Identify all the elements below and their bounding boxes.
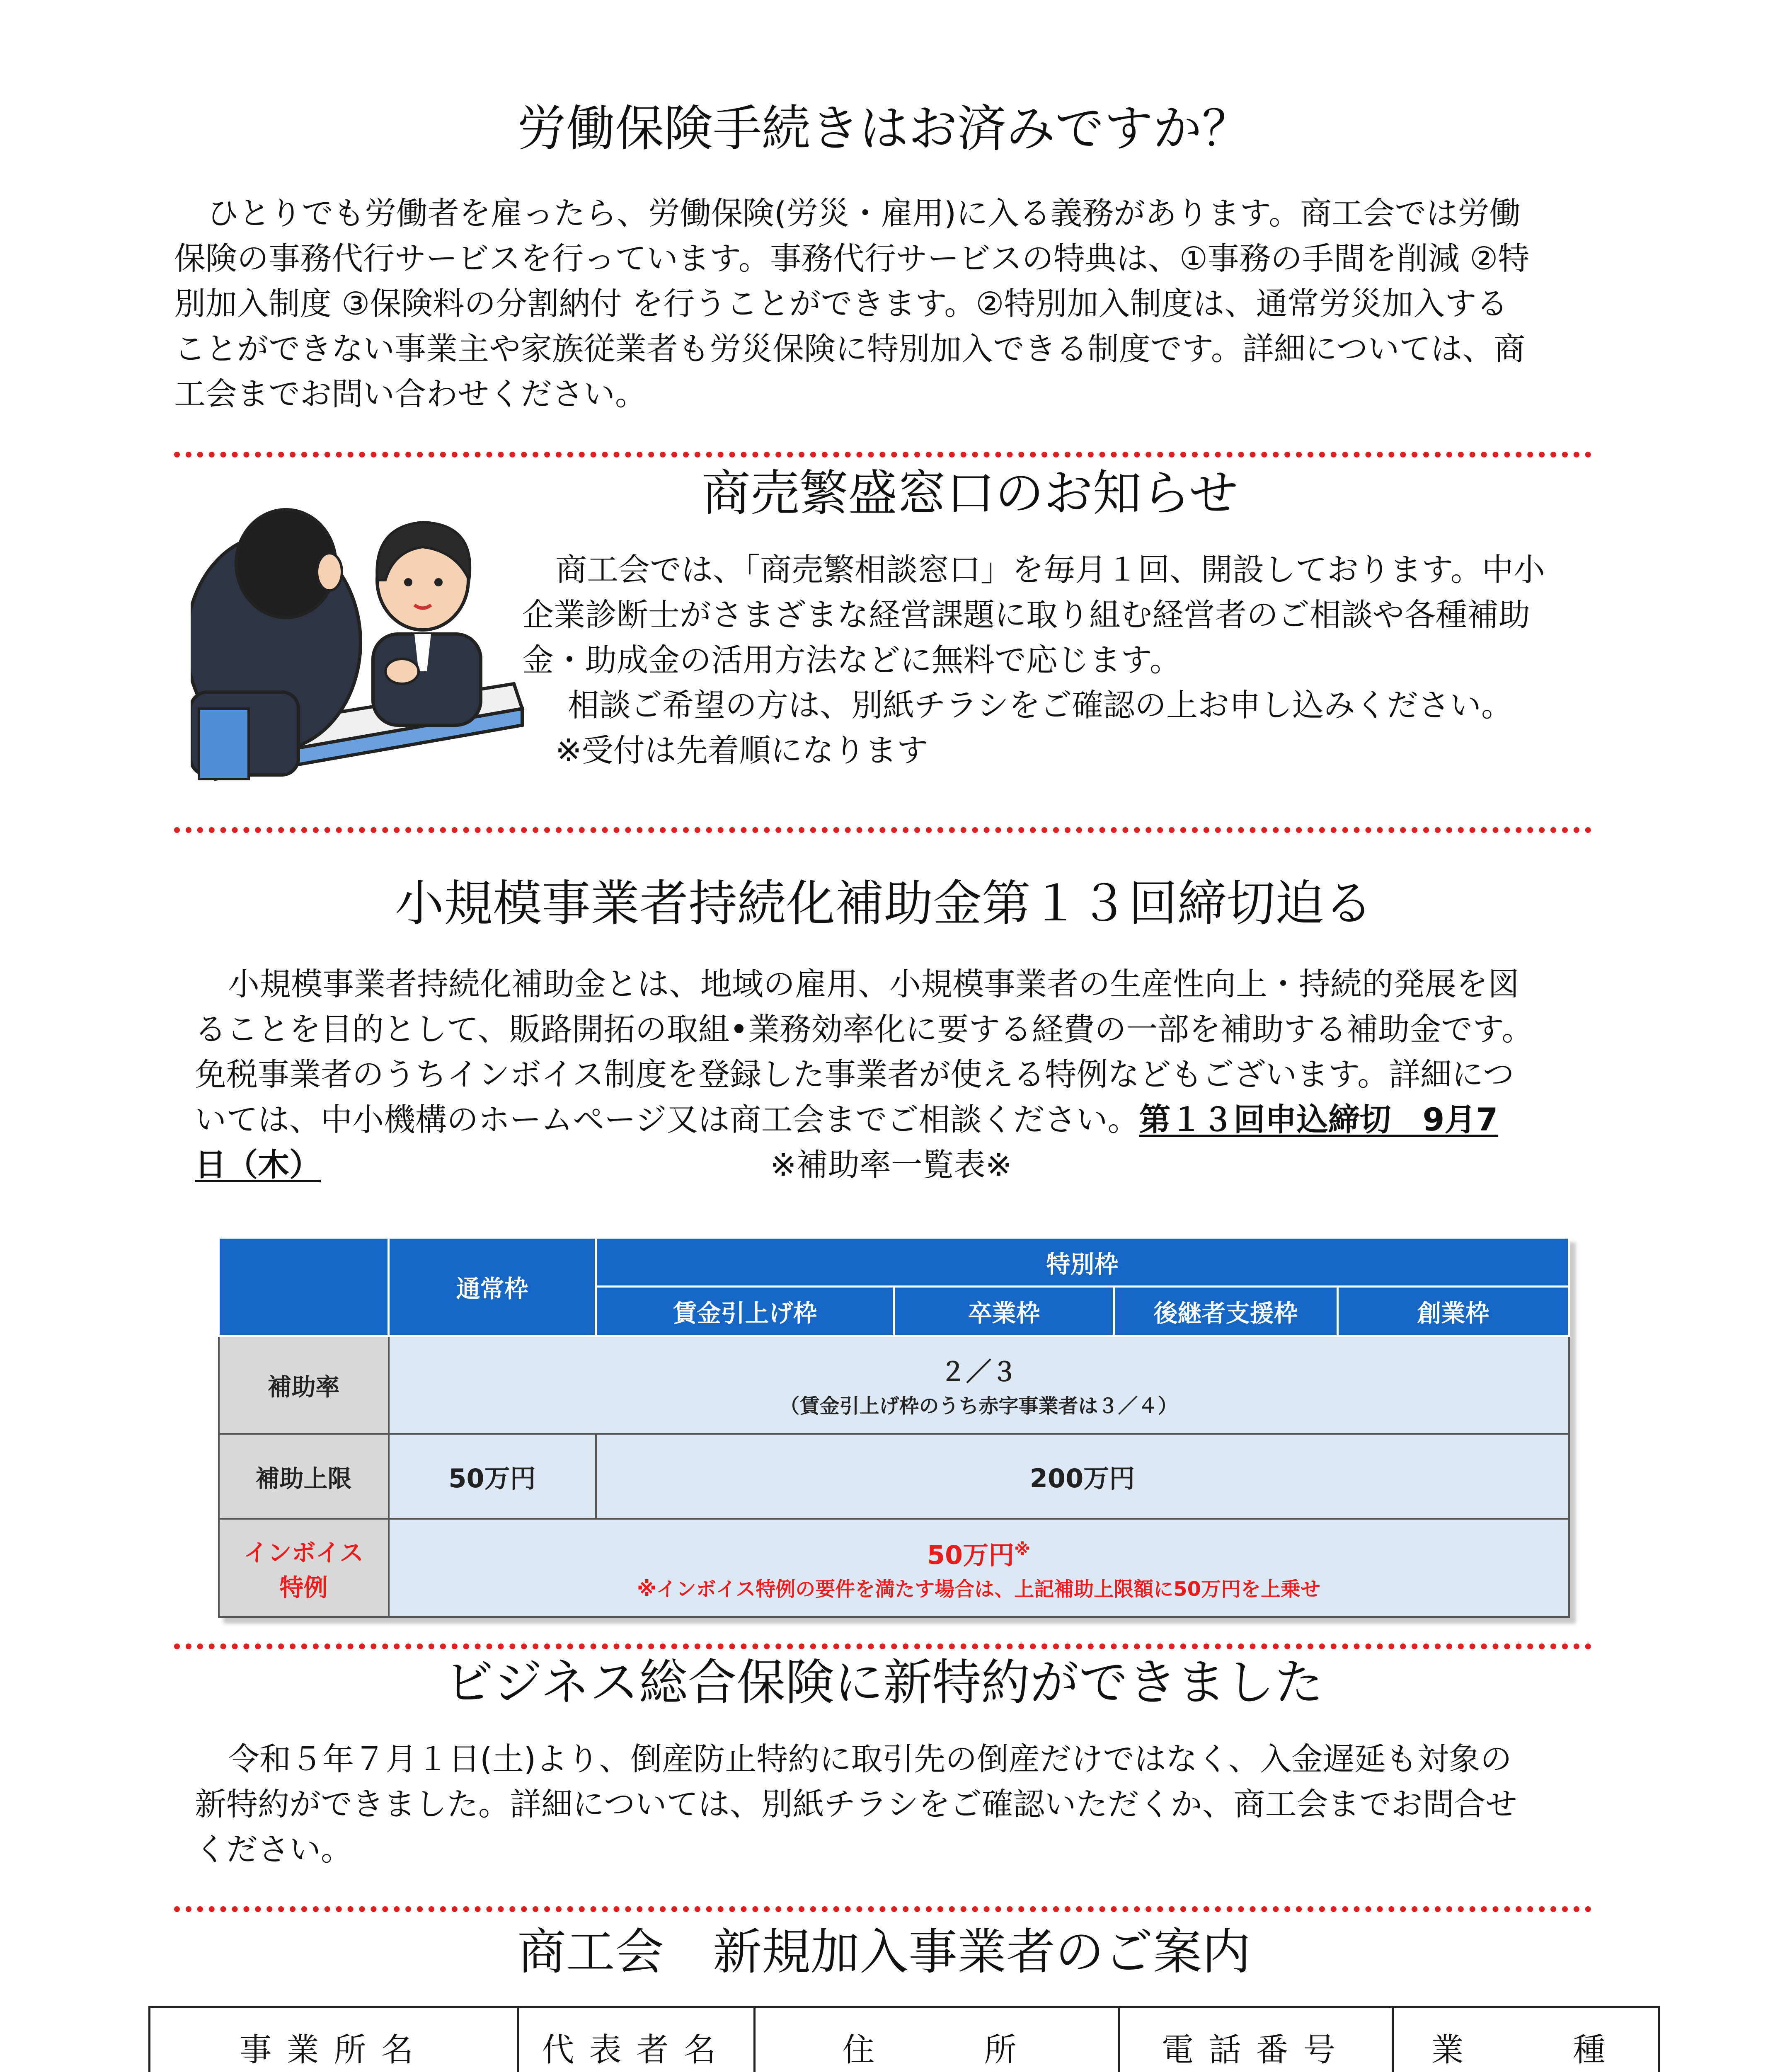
header-startup: 創業枠	[1338, 1287, 1569, 1336]
table-corner	[219, 1238, 389, 1336]
header-industry: 業 種	[1393, 2007, 1659, 2072]
section3-line: いては、中小機構のホームページ又は商工会までご相談ください。	[195, 1101, 1139, 1138]
invoice-note: ※インボイス特例の要件を満たす場合は、上記補助上限額に50万円を上乗せ	[637, 1577, 1320, 1601]
section1-title: 労働保険手続きはお済みですか？	[517, 100, 1251, 157]
header-special-frame: 特別枠	[596, 1238, 1569, 1287]
invoice-mark: ※	[1014, 1540, 1031, 1559]
section1-line: 別加入制度 ③保険料の分割納付 を行うことができます。②特別加入制度は、通常労災加入する	[174, 285, 1508, 322]
header-representative: 代表者名	[518, 2007, 755, 2072]
header-address: 住 所	[755, 2007, 1119, 2072]
section3-line: 小規模事業者持続化補助金とは、地域の雇用、小規模事業者の生産性向上・持続的発展を図	[228, 966, 1519, 1002]
section-divider	[174, 452, 1591, 457]
section2-body	[522, 547, 1641, 773]
section5-title: 商工会 新規加入事業者のご案内	[517, 1923, 1251, 1980]
section4-line: ください。	[195, 1831, 352, 1868]
section3-line: 免税事業者のうちインボイス制度を登録した事業者が使える特例などもございます。詳細につ	[195, 1056, 1514, 1093]
new-members-table	[148, 2006, 1660, 2072]
section2-line: 企業診断士がさまざまな経営課題に取り組む経営者のご相談や各種補助	[522, 596, 1530, 633]
section4-line: 新特約ができました。詳細については、別紙チラシをご確認いただくか、商工会までお問合せ	[195, 1786, 1517, 1823]
section2-line: ※受付は先着順になります	[555, 732, 928, 769]
invoice-cell	[389, 1519, 1569, 1617]
header-phone: 電話番号	[1119, 2007, 1393, 2072]
section-divider	[174, 1644, 1591, 1649]
table-caption: ※補助率一覧表※	[770, 1146, 1012, 1183]
section2-line: 金・助成金の活用方法などに無料で応じます。	[522, 641, 1181, 678]
section3-title: 小規模事業者持続化補助金第１３回締切迫る	[395, 875, 1373, 932]
section2-line: 商工会では、「商売繁相談窓口」を毎月１回、開設しております。中小	[555, 551, 1545, 588]
section4-line: 令和５年７月１日(土)より、倒産防止特約に取引先の倒産だけではなく、入金遅延も対象の	[228, 1740, 1512, 1777]
limit-normal: 50万円	[389, 1434, 596, 1519]
section4-title: ビジネス総合保険に新特約ができました	[444, 1654, 1324, 1711]
rate-note: （賃金引上げ枠のうち赤字事業者は３／４）	[780, 1394, 1178, 1418]
limit-special: 200万円	[596, 1434, 1569, 1519]
invoice-label-line1: インボイス	[243, 1538, 364, 1567]
section1-line: ひとりでも労働者を雇ったら、労働保険(労災・雇用)に入る義務があります。商工会では労働	[207, 195, 1521, 232]
section-divider	[174, 1906, 1591, 1912]
header-wage-increase: 賃金引上げ枠	[596, 1287, 894, 1336]
header-graduation: 卒業枠	[894, 1287, 1114, 1336]
section1-line: ことができない事業主や家族従業者も労災保険に特別加入できる制度です。詳細については、商	[174, 330, 1526, 367]
consultation-illustration	[191, 477, 530, 800]
deadline-date: 日（木）	[195, 1146, 321, 1183]
invoice-label-line2: 特例	[279, 1573, 328, 1602]
row-rate-label: 補助率	[219, 1336, 389, 1434]
section4-body	[195, 1736, 1641, 1872]
header-normal-frame: 通常枠	[389, 1238, 596, 1336]
header-successor: 後継者支援枠	[1114, 1287, 1338, 1336]
rate-value: ２／３	[940, 1356, 1017, 1387]
section2-title: 商売繁盛窓口のお知らせ	[701, 465, 1238, 522]
section1-line: 工会までお問い合わせください。	[174, 375, 647, 412]
deadline-text: 第１３回申込締切 9月7	[1139, 1101, 1498, 1138]
section3-body	[195, 961, 1641, 1187]
section1-body	[174, 191, 1633, 416]
rate-cell	[389, 1336, 1569, 1434]
invoice-value: 50万円	[927, 1539, 1015, 1570]
subsidy-rate-table	[218, 1237, 1570, 1618]
header-business-name: 事業所名	[150, 2007, 518, 2072]
section2-line: 相談ご希望の方は、別紙チラシをご確認の上お申し込みください。	[568, 687, 1513, 724]
row-invoice-label	[219, 1519, 389, 1617]
row-limit-label: 補助上限	[219, 1434, 389, 1519]
section3-line: ることを目的として、販路開拓の取組•業務効率化に要する経費の一部を補助する補助金です。	[195, 1011, 1533, 1048]
section-divider	[174, 827, 1591, 833]
section1-line: 保険の事務代行サービスを行っています。事務代行サービスの特典は、①事務の手間を削減 ②特	[174, 240, 1530, 277]
